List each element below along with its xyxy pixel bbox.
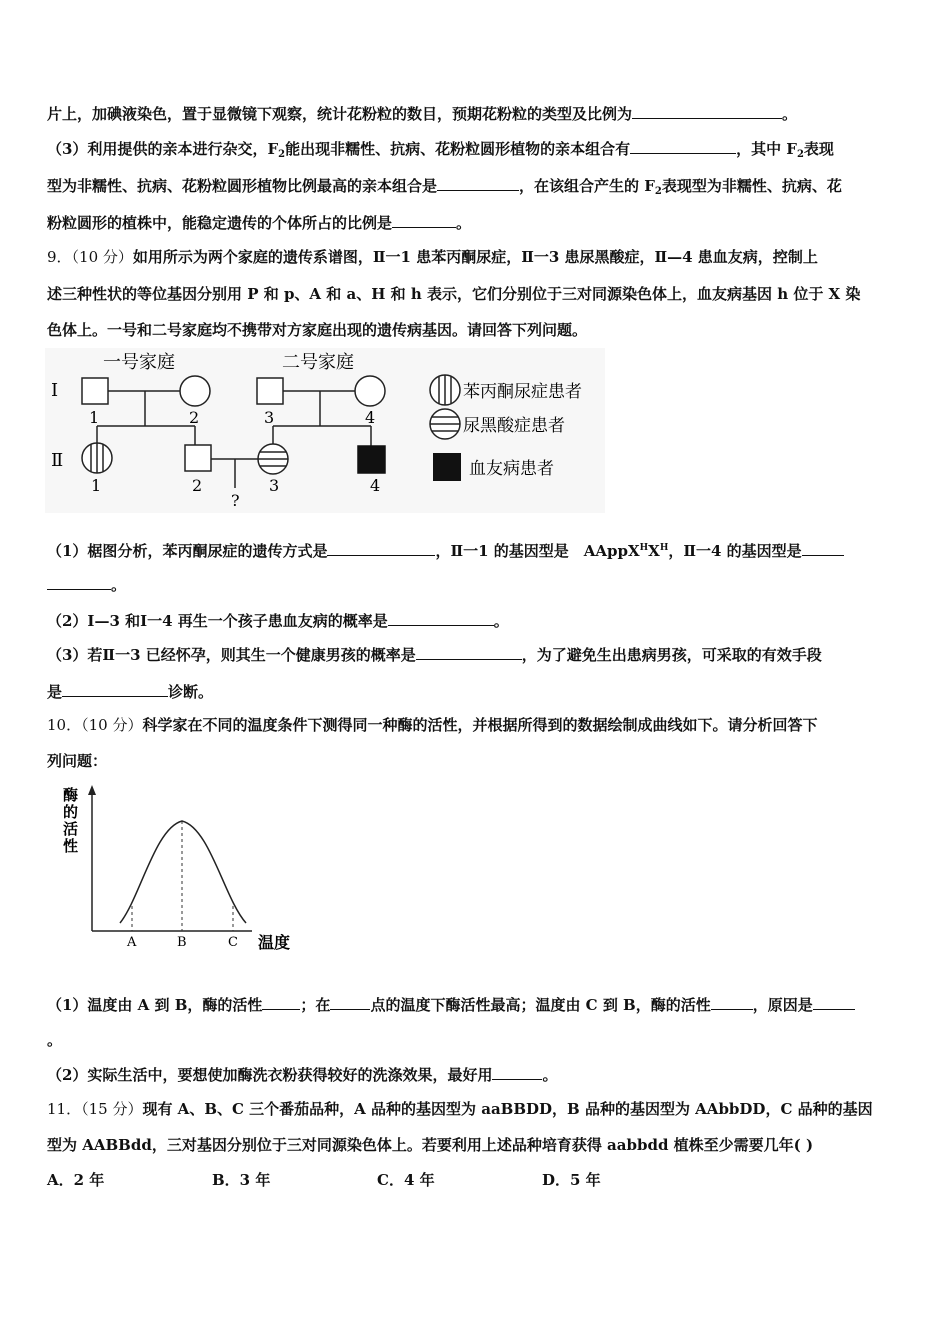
gen1-number-3: 3 bbox=[264, 408, 275, 427]
q9-sub-1-cont: 。 bbox=[47, 574, 126, 595]
answer-blank[interactable] bbox=[630, 138, 736, 154]
q9-line-2: 述三种性状的等位基因分别用 P 和 p、A 和 a、H 和 h 表示，它们分别位于三对同源染色体上，血友病基因 h 位于 X 染 bbox=[47, 285, 861, 303]
answer-blank[interactable] bbox=[416, 644, 522, 660]
gen1-number-4: 4 bbox=[365, 408, 376, 427]
option-d[interactable]: D．5 年 bbox=[542, 1171, 601, 1189]
gen2-number-1: 1 bbox=[91, 476, 102, 495]
family-1-label: 一号家庭 bbox=[103, 352, 175, 373]
q9-sub-3: （3）若Ⅱ一3 已经怀孕，则其生一个健康男孩的概率是 ，为了避免生出患病男孩，可采取的有效手段 bbox=[47, 646, 822, 664]
answer-blank[interactable] bbox=[437, 175, 519, 191]
legend-hemophilia-label: 血友病患者 bbox=[469, 459, 554, 479]
tick-a: A bbox=[127, 935, 137, 950]
answer-blank[interactable] bbox=[47, 574, 111, 590]
family-2-label: 二号家庭 bbox=[282, 352, 354, 373]
family1-gen1-male bbox=[82, 378, 108, 404]
legend-alkaptonuria-label: 尿黑酸症患者 bbox=[463, 416, 565, 436]
generation-1-label: Ⅰ bbox=[51, 380, 59, 401]
gen2-number-3: 3 bbox=[269, 476, 280, 495]
answer-blank[interactable] bbox=[327, 540, 435, 556]
answer-blank[interactable] bbox=[392, 212, 456, 228]
family2-gen1-female bbox=[355, 376, 385, 406]
answer-blank[interactable] bbox=[492, 1064, 542, 1080]
q9-line-1: 9．（10 分）如用所示为两个家庭的遗传系谱图，Ⅱ一1 患苯丙酮尿症，Ⅱ一3 患尿黑酸症，Ⅱ—4 患血友病，控制上 bbox=[47, 248, 818, 266]
gen2-number-4: 4 bbox=[370, 476, 381, 495]
q8-line-1: 片上，加碘液染色，置于显微镜下观察，统计花粉粒的数目，预期花粉粒的类型及比例为 。 bbox=[47, 105, 798, 123]
unknown-offspring: ? bbox=[231, 491, 240, 510]
q10-sub-2: （2）实际生活中，要想使加酶洗衣粉获得较好的洗涤效果，最好用 。 bbox=[47, 1066, 558, 1084]
answer-blank[interactable] bbox=[330, 994, 370, 1010]
tick-b: B bbox=[177, 935, 187, 950]
pedigree-chart bbox=[45, 348, 605, 513]
gen2-number-2: 2 bbox=[192, 476, 203, 495]
x-axis-label: 温度 bbox=[258, 933, 291, 952]
q10-sub-1-cont: 。 bbox=[47, 1031, 63, 1049]
q9-sub-1: （1）椐图分析，苯丙酮尿症的遗传方式是 ，Ⅱ一1 的基因型是 $AAppX^HX^H$，Ⅱ一4 的基因型是 bbox=[47, 538, 844, 561]
generation-2-label: Ⅱ bbox=[51, 450, 64, 471]
q8-line-3: 型为非糯性、抗病、花粉粒圆形植物比例最高的亲本组合是 ，在该组合产生的 $F_2$表现型为非糯性、抗病、花 bbox=[47, 177, 842, 197]
gen1-number-2: 2 bbox=[189, 408, 200, 427]
tick-c: C bbox=[228, 935, 238, 950]
answer-blank[interactable] bbox=[262, 994, 300, 1010]
family1-gen1-female bbox=[180, 376, 210, 406]
svg-text:活: 活 bbox=[63, 820, 79, 838]
q10-line-2: 列问题： bbox=[47, 752, 108, 770]
family1-gen2-male bbox=[185, 445, 211, 471]
legend-hemophilia-symbol bbox=[433, 453, 461, 481]
q10-sub-1: （1）温度由 A 到 B，酶的活性 ；在 点的温度下酶活性最高；温度由 C 到 B，酶的活性 ，原因是 bbox=[47, 994, 855, 1015]
answer-blank[interactable] bbox=[388, 610, 494, 626]
answer-blank[interactable] bbox=[711, 994, 753, 1010]
y-axis-arrow bbox=[88, 785, 96, 795]
answer-blank[interactable] bbox=[62, 681, 168, 697]
activity-curve bbox=[120, 821, 246, 923]
svg-text:性: 性 bbox=[63, 837, 79, 855]
q9-sub-3-cont: 是 诊断。 bbox=[47, 683, 214, 701]
q9-sub-2: （2）Ⅰ—3 和Ⅰ一4 再生一个孩子患血友病的概率是 。 bbox=[47, 612, 509, 630]
q11-line-1: 11．（15 分）现有 A、B、C 三个番茄品种，A 品种的基因型为 aaBBDD，B 品种的基因型为 AAbbDD，C 品种的基因 bbox=[47, 1100, 873, 1118]
family2-gen1-male bbox=[257, 378, 283, 404]
gen1-number-1: 1 bbox=[89, 408, 100, 427]
option-a[interactable]: A．2 年 bbox=[47, 1171, 105, 1189]
q10-line-1: 10．（10 分）科学家在不同的温度条件下测得同一种酶的活性，并根据所得到的数据绘制成曲线如下。请分析回答下 bbox=[47, 716, 818, 734]
q8-line-2: （3）利用提供的亲本进行杂交，$F_2$能出现非糯性、抗病、花粉粒圆形植物的亲本组合有 ，其中 $F_2$表现 bbox=[47, 140, 834, 160]
svg-text:的: 的 bbox=[63, 803, 79, 821]
enzyme-activity-graph bbox=[60, 783, 310, 958]
q11-line-2: 型为 AABBdd，三对基因分别位于三对同源染色体上。若要利用上述品种培育获得 aabbdd 植株至少需要几年( ) bbox=[47, 1136, 814, 1154]
legend-pku-label: 苯丙酮尿症患者 bbox=[463, 382, 582, 402]
answer-blank[interactable] bbox=[813, 994, 855, 1010]
q8-line-4: 粉粒圆形的植株中，能稳定遗传的个体所占的比例是 。 bbox=[47, 214, 472, 232]
answer-blank[interactable] bbox=[632, 103, 782, 119]
family2-gen2-affected-male bbox=[358, 446, 385, 473]
answer-blank[interactable] bbox=[802, 540, 844, 556]
q9-line-3: 色体上。一号和二号家庭均不携带对方家庭出现的遗传病基因。请回答下列问题。 bbox=[47, 321, 588, 339]
y-axis-label bbox=[63, 786, 78, 855]
svg-text:酶: 酶 bbox=[63, 786, 79, 804]
option-b[interactable]: B．3 年 bbox=[212, 1171, 271, 1189]
option-c[interactable]: C．4 年 bbox=[377, 1171, 435, 1189]
